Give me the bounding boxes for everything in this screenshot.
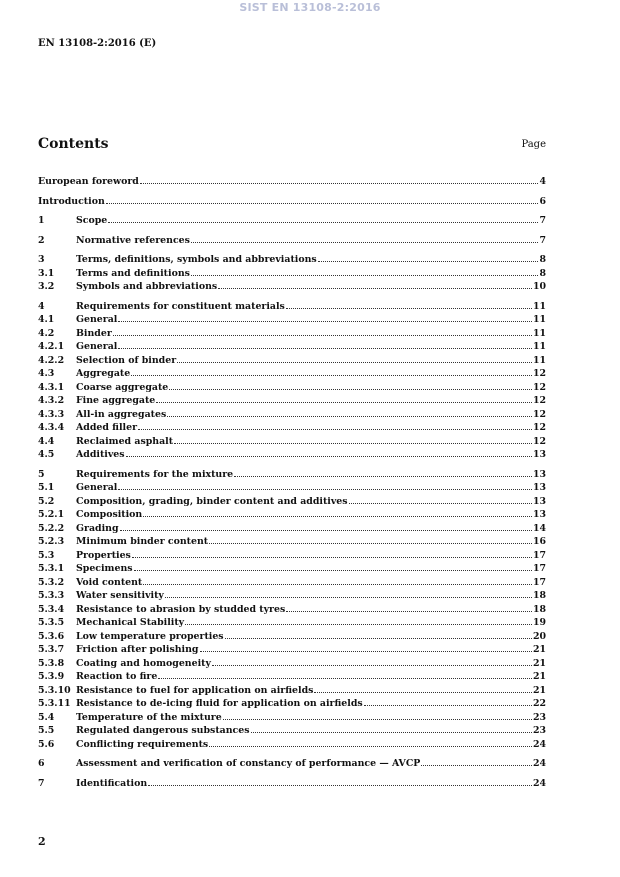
toc-entry-number: 4.4 [38,435,55,447]
toc-entry-number: 6 [38,758,45,769]
toc-dot-leader [132,556,532,558]
toc-entry-number: 7 [38,777,45,789]
toc-entry-number: 3.1 [38,267,55,279]
toc-entry-title: General [76,314,118,325]
toc-dot-leader [218,287,532,289]
toc-entry-number: 4.3 [38,368,55,379]
toc-dot-leader [140,182,539,184]
toc-entry-page: 6 [539,195,546,207]
toc-entry-title: Aggregate [76,368,131,379]
toc-entry-page: 21 [532,671,546,682]
toc-entry-page: 14 [532,522,546,534]
toc-entry-number: 4.3.2 [38,395,65,406]
toc-entry[interactable] [38,536,546,550]
toc-entry-number: 4.2.1 [38,341,65,352]
toc-dot-leader [106,202,539,204]
toc-entry-page: 12 [532,435,546,447]
toc-entry-title: Terms and definitions [76,267,190,279]
toc-dot-leader [108,221,538,223]
toc-dot-leader [118,347,532,349]
toc-entry-number: 5.3.3 [38,590,65,601]
toc-entry-page: 17 [532,576,546,588]
toc-dot-leader [234,475,532,477]
toc-dot-leader [131,374,532,376]
toc-dot-leader [143,515,532,517]
watermark: SIST EN 13108-2:2016 [239,1,381,14]
toc-entry-page: 13 [532,509,546,520]
toc-entry-title: Temperature of the mixture [76,711,222,723]
toc-entry-page: 24 [532,777,546,789]
toc-entry[interactable] [38,235,546,249]
toc-dot-leader [113,334,532,336]
toc-entry-title: Additives [76,449,125,460]
toc-entry-number: 5.3.7 [38,644,65,655]
toc-entry[interactable] [38,739,546,753]
toc-entry-page: 11 [532,300,546,312]
toc-entry-page: 11 [532,314,546,325]
toc-entry-title: Specimens [76,563,133,574]
toc-dot-leader [349,502,532,504]
toc-entry-title: Conflicting requirements [76,738,209,750]
toc-entry[interactable] [38,685,546,699]
toc-entry-page: 16 [532,536,546,547]
toc-entry-page: 12 [532,368,546,379]
toc-entry-page: 23 [532,711,546,723]
toc-entry-number: 4.3.3 [38,408,65,420]
toc-entry-number: 5.1 [38,482,55,493]
toc-entry-page: 21 [532,684,546,696]
toc-entry-title: Properties [76,549,131,561]
toc-entry-number: 4.2.2 [38,354,65,366]
toc-dot-leader [185,623,532,625]
toc-entry-title: Mechanical Stability [76,617,185,628]
toc-entry[interactable] [38,617,546,631]
toc-entry-title: Scope [76,215,108,226]
toc-entry-page: 11 [532,341,546,352]
toc-entry-number: 5.3.2 [38,576,65,588]
toc-entry-number: 5.3.11 [38,698,71,709]
toc-entry-number: 5.2 [38,495,55,507]
toc-entry-page: 22 [532,698,546,709]
toc-dot-leader [143,583,532,585]
toc-entry-number: 5.3.9 [38,671,65,682]
toc-entry-number: 2 [38,234,45,246]
toc-entry-title: Void content [76,576,143,588]
toc-dot-leader [134,569,532,571]
toc-entry[interactable] [38,281,546,295]
toc-entry-number: 3 [38,254,45,265]
toc-entry-number: 5.2.3 [38,536,65,547]
toc-dot-leader [212,664,532,666]
toc-entry-title: Reaction to fire [76,671,158,682]
toc-entry[interactable] [38,409,546,423]
toc-entry-title: General [76,482,118,493]
toc-entry-page: 10 [532,281,546,292]
toc-entry-number: 4.3.4 [38,422,65,433]
toc-entry-page: 12 [532,422,546,433]
toc-entry-number: 5.3.1 [38,563,65,574]
toc-entry[interactable] [38,196,546,210]
toc-dot-leader [223,718,532,720]
toc-entry-title: General [76,341,118,352]
toc-entry-page: 23 [532,725,546,736]
toc-entry-number: 4.2 [38,327,55,339]
toc-entry-page: 18 [532,603,546,615]
toc-entry[interactable] [38,422,546,436]
toc-entry-page: 19 [532,617,546,628]
toc-entry[interactable] [38,215,546,229]
table-of-contents [38,176,546,791]
toc-entry-title: Selection of binder [76,354,177,366]
toc-entry[interactable] [38,382,546,396]
toc-entry-number: 5.3.4 [38,603,65,615]
toc-entry[interactable] [38,314,546,328]
toc-entry-number: 1 [38,215,45,226]
toc-entry-number: 5.6 [38,738,55,750]
toc-entry-title: Reclaimed asphalt [76,435,174,447]
toc-dot-leader [318,260,539,262]
toc-entry-title: Resistance to fuel for application on airfields [76,684,314,696]
toc-entry-number: 5.3.5 [38,617,65,628]
toc-dot-leader [138,428,532,430]
toc-dot-leader [174,442,532,444]
toc-entry-title: Requirements for constituent materials [76,300,285,312]
toc-entry[interactable] [38,778,546,792]
toc-entry-title: European foreword [38,176,139,187]
toc-entry[interactable] [38,395,546,409]
toc-entry[interactable] [38,469,546,483]
toc-entry-title: Identification [76,777,148,789]
toc-entry-title: Grading [76,522,119,534]
toc-entry[interactable] [38,590,546,604]
toc-dot-leader [421,764,532,766]
toc-entry-number: 5 [38,468,45,480]
toc-entry-number: 5.3 [38,549,55,561]
toc-entry[interactable] [38,368,546,382]
toc-entry-title: Coarse aggregate [76,381,169,393]
toc-dot-leader [156,401,532,403]
toc-entry-title: Coating and homogeneity [76,657,211,669]
toc-entry-title: All-in aggregates [76,408,167,420]
toc-entry-title: Fine aggregate [76,395,156,406]
toc-dot-leader [169,388,532,390]
toc-entry[interactable] [38,604,546,618]
document-id: EN 13108-2:2016 (E) [38,38,157,49]
toc-entry-number: 4.1 [38,314,55,325]
toc-dot-leader [118,320,532,322]
toc-entry-page: 13 [532,482,546,493]
toc-dot-leader [165,596,532,598]
toc-entry[interactable] [38,268,546,282]
toc-dot-leader [120,529,532,531]
toc-entry-number: 3.2 [38,281,55,292]
toc-dot-leader [191,241,539,243]
toc-entry-page: 13 [532,449,546,460]
toc-entry[interactable] [38,176,546,190]
toc-entry-title: Terms, definitions, symbols and abbreviations [76,254,317,265]
toc-entry-title: Composition, grading, binder content and additives [76,495,348,507]
toc-dot-leader [126,455,532,457]
toc-dot-leader [177,361,532,363]
toc-dot-leader [167,415,532,417]
toc-entry[interactable] [38,482,546,496]
toc-entry-title: Composition [76,509,143,520]
toc-entry-page: 17 [532,563,546,574]
toc-entry-page: 12 [532,395,546,406]
toc-entry[interactable] [38,577,546,591]
toc-entry-page: 4 [539,176,546,187]
toc-entry-page: 11 [532,354,546,366]
toc-entry-page: 8 [539,254,546,265]
toc-entry-number: 5.5 [38,725,55,736]
page-column-heading: Page [521,139,546,150]
toc-dot-leader [191,274,539,276]
toc-entry-page: 7 [539,234,546,246]
toc-entry-title: Resistance to abrasion by studded tyres [76,603,286,615]
toc-entry[interactable] [38,631,546,645]
toc-entry-number: 5.4 [38,711,55,723]
toc-entry[interactable] [38,758,546,772]
toc-entry[interactable] [38,550,546,564]
toc-entry-page: 11 [532,327,546,339]
toc-entry[interactable] [38,523,546,537]
toc-entry-page: 20 [532,630,546,642]
toc-entry[interactable] [38,254,546,268]
toc-entry[interactable] [38,496,546,510]
toc-entry-number: 5.3.8 [38,657,65,669]
toc-entry-number: 5.2.2 [38,522,65,534]
toc-entry[interactable] [38,509,546,523]
toc-dot-leader [158,677,532,679]
toc-entry-number: 5.3.10 [38,684,71,696]
toc-entry[interactable] [38,712,546,726]
toc-entry[interactable] [38,301,546,315]
toc-entry[interactable] [38,644,546,658]
toc-entry[interactable] [38,436,546,450]
toc-entry-page: 24 [532,758,546,769]
toc-entry-page: 18 [532,590,546,601]
toc-entry-page: 12 [532,381,546,393]
contents-title: Contents [38,136,109,152]
toc-entry-title: Minimum binder content [76,536,209,547]
toc-entry-title: Water sensitivity [76,590,164,601]
toc-entry-title: Resistance to de-icing fluid for application on airfields [76,698,363,709]
toc-dot-leader [286,307,532,309]
toc-dot-leader [118,488,532,490]
toc-entry[interactable] [38,341,546,355]
toc-entry-number: 4.5 [38,449,55,460]
toc-entry-number: 5.2.1 [38,509,65,520]
toc-dot-leader [364,704,532,706]
toc-entry-page: 21 [532,644,546,655]
toc-entry-number: 5.3.6 [38,630,65,642]
toc-dot-leader [314,691,532,693]
toc-entry-page: 21 [532,657,546,669]
toc-entry-title: Normative references [76,234,190,246]
toc-entry-title: Low temperature properties [76,630,224,642]
toc-dot-leader [209,745,532,747]
toc-entry[interactable] [38,658,546,672]
toc-dot-leader [209,542,532,544]
toc-dot-leader [251,731,532,733]
toc-entry[interactable] [38,563,546,577]
toc-dot-leader [148,784,532,786]
toc-entry-page: 8 [539,267,546,279]
toc-entry[interactable] [38,671,546,685]
toc-entry-page: 7 [539,215,546,226]
toc-dot-leader [225,637,532,639]
toc-entry[interactable] [38,355,546,369]
toc-entry-title: Regulated dangerous substances [76,725,250,736]
page-number: 2 [38,835,46,848]
toc-entry-page: 24 [532,738,546,750]
toc-entry-title: Friction after polishing [76,644,199,655]
toc-dot-leader [200,650,532,652]
toc-entry[interactable] [38,328,546,342]
toc-entry-number: 4 [38,300,45,312]
toc-entry-page: 17 [532,549,546,561]
toc-entry[interactable] [38,698,546,712]
toc-entry-title: Introduction [38,195,105,207]
toc-dot-leader [286,610,532,612]
toc-entry-title: Added filler [76,422,138,433]
toc-entry-title: Binder [76,327,112,339]
toc-entry-title: Assessment and verification of constancy of performance — AVCP [76,758,421,769]
toc-entry[interactable] [38,725,546,739]
toc-entry-number: 4.3.1 [38,381,65,393]
toc-entry[interactable] [38,449,546,463]
toc-entry-title: Symbols and abbreviations [76,281,218,292]
toc-entry-page: 13 [532,468,546,480]
toc-entry-title: Requirements for the mixture [76,468,234,480]
toc-entry-page: 12 [532,408,546,420]
toc-entry-page: 13 [532,495,546,507]
